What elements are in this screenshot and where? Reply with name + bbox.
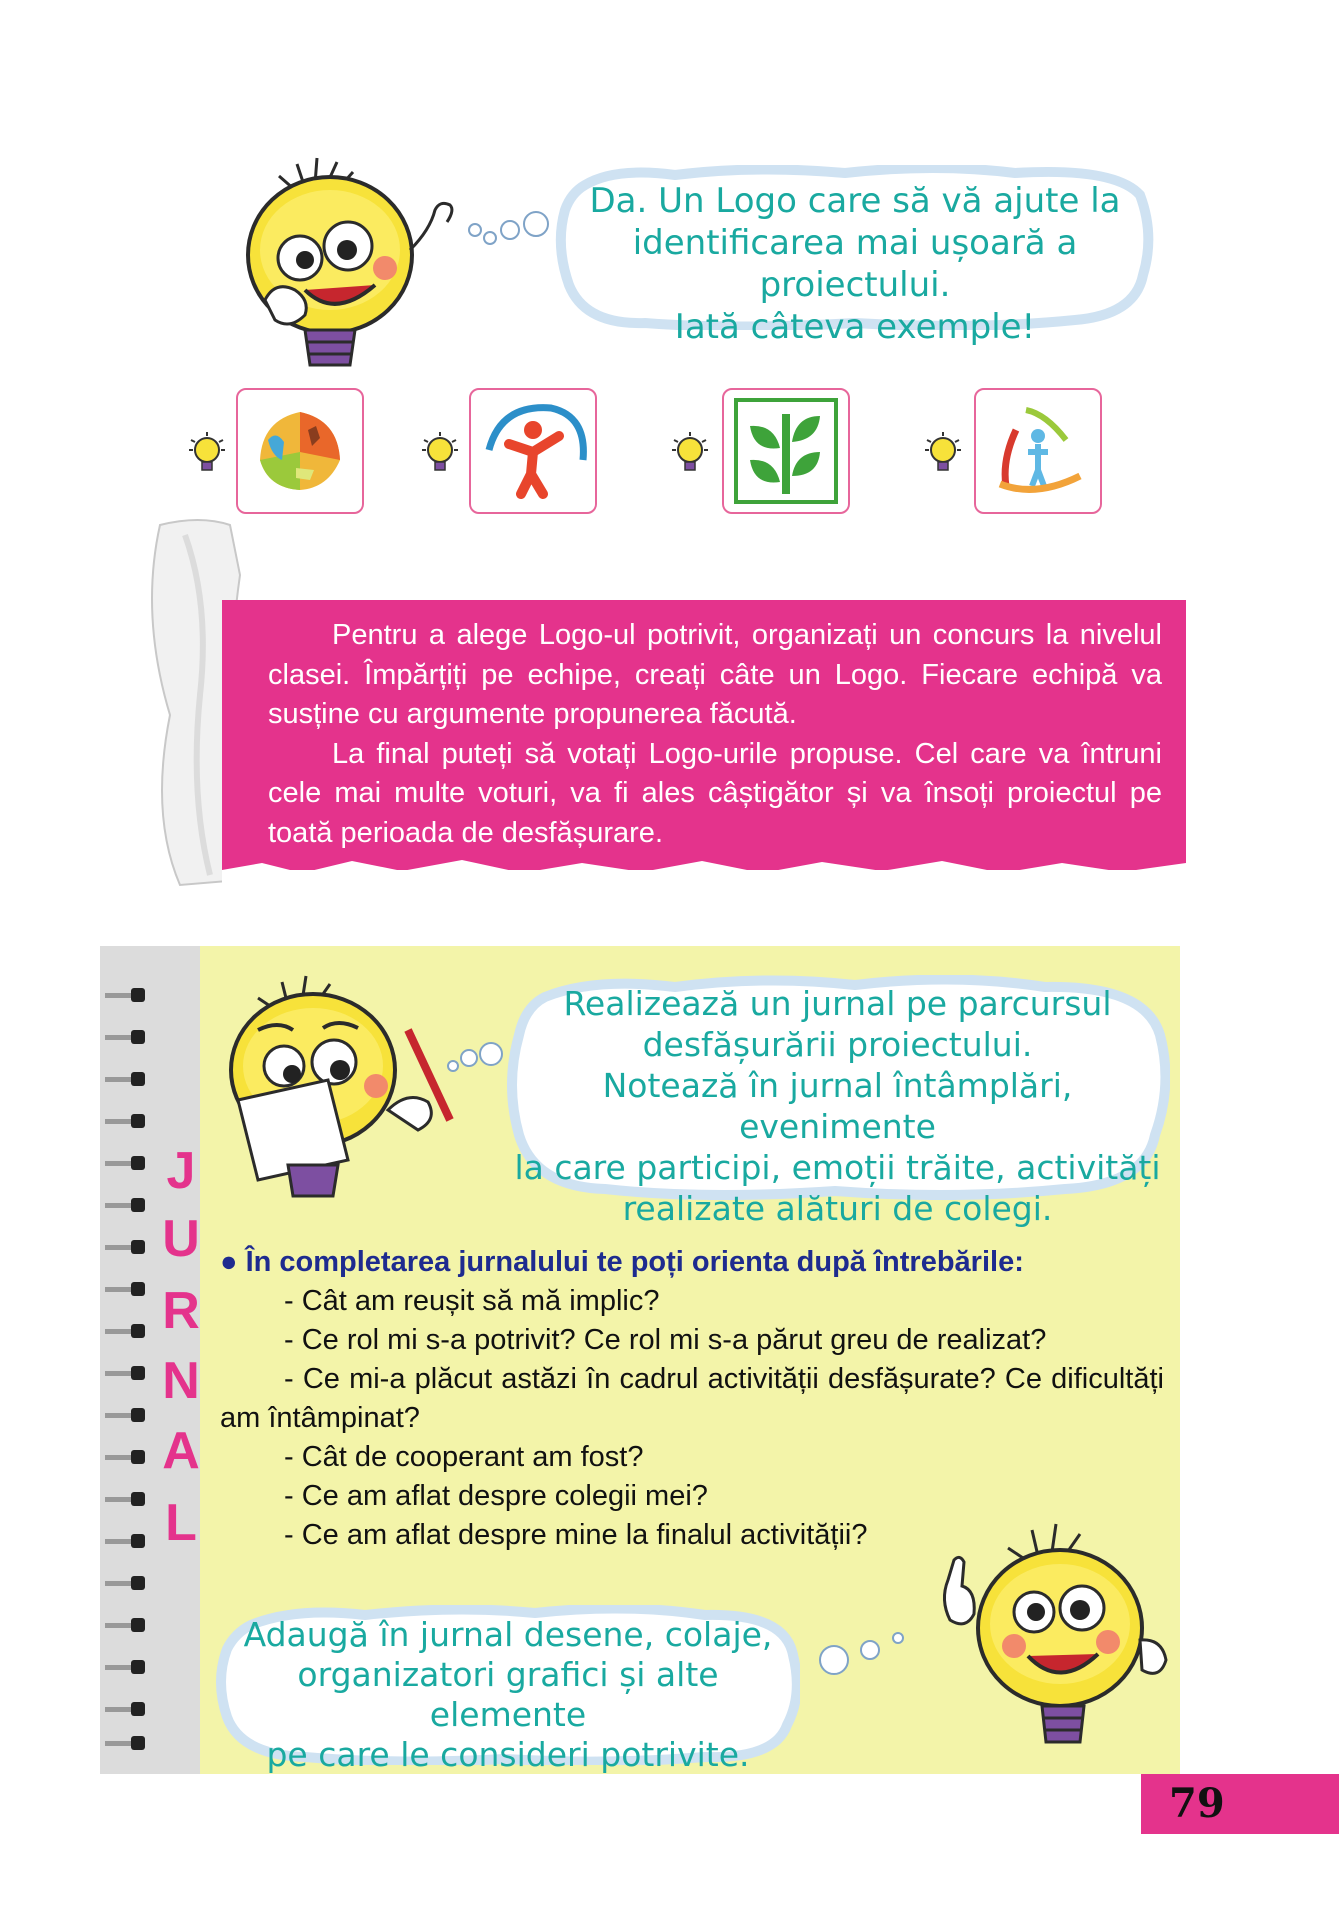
top-bubble-line: identificarea mai ușoară a proiectului. <box>632 223 1078 305</box>
spiral-ring <box>105 1366 147 1380</box>
journal-letter: L <box>165 1494 197 1552</box>
bottom-bubble-text <box>222 1615 794 1775</box>
journal-questions <box>220 1243 1164 1555</box>
journal-bubble-line: desfășurării proiectului. <box>642 1025 1033 1064</box>
journal-letter: J <box>166 1142 196 1200</box>
person-arc-logo-icon <box>471 390 595 512</box>
bottom-bubble-line: organizatori grafici și alte elemente <box>297 1655 719 1734</box>
small-bulb-icon <box>187 432 227 478</box>
journal-bubble-line: la care participi, emoții trăite, activități <box>514 1148 1161 1187</box>
top-bubble-text <box>570 180 1140 348</box>
logo-example-plant <box>722 388 850 514</box>
page-number: 79 <box>1169 1780 1225 1827</box>
question-item: - Ce am aflat despre mine la finalul activității? <box>284 1519 868 1551</box>
spiral-ring <box>105 1736 147 1750</box>
spiral-ring <box>105 1324 147 1338</box>
journal-letter: U <box>162 1210 200 1268</box>
top-bubble-line: Iată câteva exemple! <box>674 307 1036 347</box>
spiral-ring <box>105 1114 147 1128</box>
question-item: - Ce mi-a plăcut astăzi în cadrul activității desfășurate? Ce dificultăți am întâmpinat? <box>220 1363 1164 1434</box>
panel-paragraph: La final puteți să votați Logo-urile propuse. Cel care va întruni cele mai multe voturi, va fi ales câștigător și va însoți proiectul pe toată perioada de desfășurare. <box>268 737 1162 849</box>
spiral-ring <box>105 1576 147 1590</box>
child-swoosh-logo-icon <box>976 390 1100 512</box>
bulb-mascot-top <box>235 150 485 380</box>
bottom-bubble-line: Adaugă în jurnal desene, colaje, <box>243 1615 773 1654</box>
small-bulb-icon <box>923 432 963 478</box>
question-item: - Cât de cooperant am fost? <box>284 1441 644 1473</box>
small-bulb-icon <box>420 432 460 478</box>
spiral-ring <box>105 1534 147 1548</box>
hands-triangle-logo-icon <box>238 390 362 512</box>
spiral-ring <box>105 1240 147 1254</box>
spiral-ring <box>105 1072 147 1086</box>
bottom-bubble-line: pe care le consideri potrivite. <box>266 1735 750 1774</box>
torn-edge-bottom <box>222 855 1186 885</box>
spiral-ring <box>105 1282 147 1296</box>
top-bubble-line: Da. Un Logo care să vă ajute la <box>589 181 1121 221</box>
bulb-mascot-pointing <box>930 1520 1175 1760</box>
page-number-tab <box>1141 1774 1339 1834</box>
journal-letter: N <box>162 1352 200 1410</box>
journal-bubble-line: realizate alături de colegi. <box>622 1189 1053 1228</box>
question-item: - Ce am aflat despre colegii mei? <box>284 1480 708 1512</box>
bulb-mascot-writing <box>218 970 468 1200</box>
spiral-ring <box>105 1156 147 1170</box>
journal-letter: A <box>162 1422 200 1480</box>
questions-heading: ● În completarea jurnalului te poți orienta după întrebările: <box>220 1246 1024 1278</box>
spiral-ring <box>105 988 147 1002</box>
spiral-ring <box>105 1702 147 1716</box>
journal-bubble-line: Notează în jurnal întâmplări, evenimente <box>602 1066 1073 1146</box>
question-item: - Cât am reușit să mă implic? <box>284 1285 660 1317</box>
logo-example-hands <box>236 388 364 514</box>
green-plant-logo-icon <box>724 390 848 512</box>
journal-bubble-line: Realizează un jurnal pe parcursul <box>563 984 1112 1023</box>
thought-dots-top <box>480 210 550 250</box>
question-item: - Ce rol mi s-a potrivit? Ce rol mi s-a părut greu de realizat? <box>284 1324 1047 1356</box>
thought-dots-bottom <box>808 1628 908 1678</box>
logo-example-child <box>974 388 1102 514</box>
small-bulb-icon <box>670 432 710 478</box>
journal-letter: R <box>162 1282 200 1340</box>
thought-dots-journal <box>445 1040 505 1076</box>
journal-bubble-text <box>510 983 1165 1229</box>
panel-paragraph: Pentru a alege Logo-ul potrivit, organizați un concurs la nivelul clasei. Împărțiți pe echipe, creați câte un Logo. Fiecare echipă va susține cu argumente propunerea făcută. <box>268 619 1162 730</box>
spiral-ring <box>105 1660 147 1674</box>
spiral-ring <box>105 1618 147 1632</box>
spiral-ring <box>105 1450 147 1464</box>
spiral-ring <box>105 1408 147 1422</box>
logo-example-person <box>469 388 597 514</box>
spiral-ring <box>105 1198 147 1212</box>
spiral-ring <box>105 1492 147 1506</box>
spiral-ring <box>105 1030 147 1044</box>
instruction-panel <box>222 600 1186 870</box>
